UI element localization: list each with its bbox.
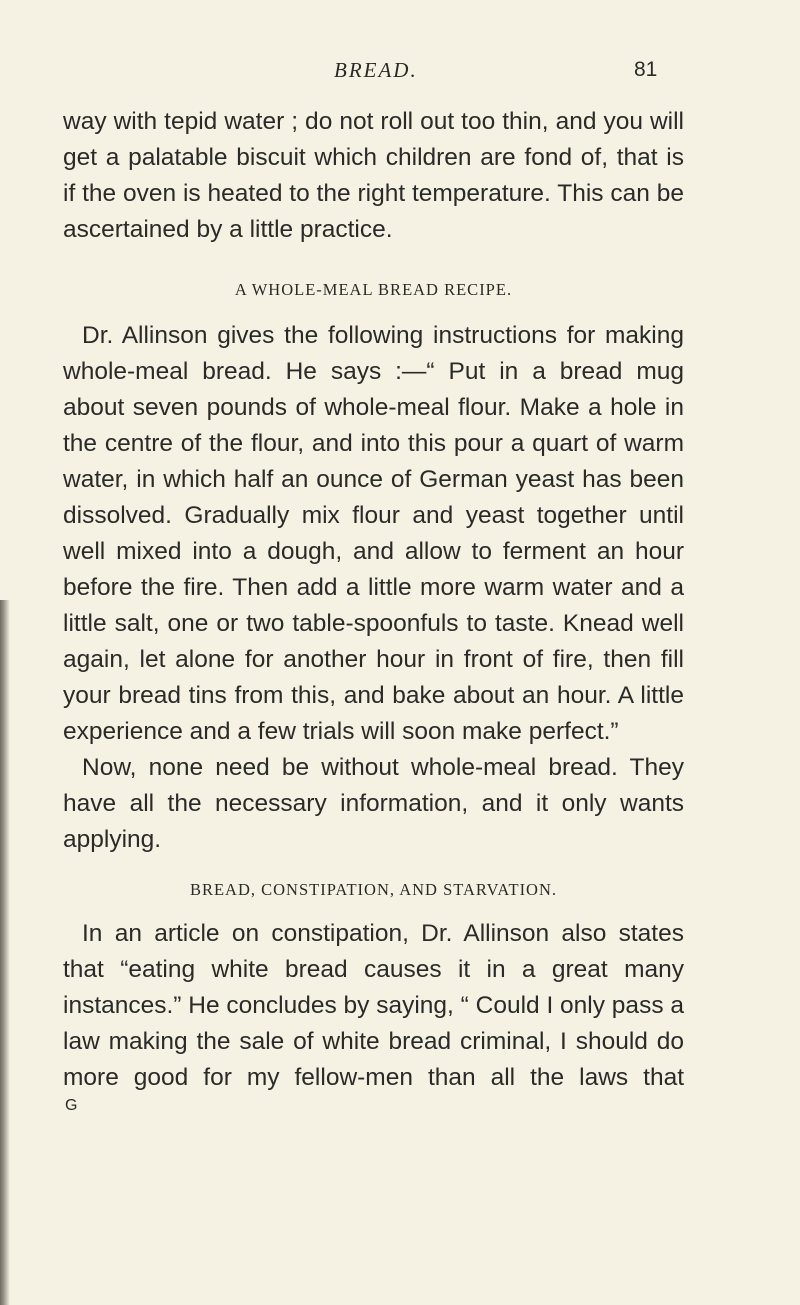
page-edge-shadow — [0, 600, 10, 1305]
paragraph-biscuit-conclusion: way with tepid water ; do not roll out too thin, and you will get a palatable biscuit which children are fond of, that is if the oven is heated to the right temperature. This can be ascertained by a little practice. — [63, 108, 684, 243]
running-title: BREAD. — [334, 58, 418, 82]
text-block — [63, 104, 684, 1116]
page-number: 81 — [634, 58, 658, 81]
section-heading-bread-constipation-starvation: BREAD, CONSTIPATION, AND STARVATION. — [189, 880, 558, 899]
running-head — [0, 58, 800, 90]
signature-mark: G — [65, 1097, 78, 1114]
paragraph-allinson-instructions: Dr. Allinson gives the following instructions for making whole-meal bread. He says :—“ Put in a bread mug about seven pounds of whole-meal flour. Make a hole in the centre of the flour, and into this pour a quart of warm water, in which half an ounce of German yeast has been dissolved. Gradually mix flour and yeast together until well mixed into a dough, and allow to ferment an hour before the fire. Then add a little more warm water and a little salt, one or two table-spoonfuls to taste. Knead well again, let alone for another hour in front of fire, then fill your bread tins from this, and bake about an hour. A little experience and a few trials will soon make perfect.” — [63, 322, 684, 745]
section-heading-whole-meal-recipe: A WHOLE-MEAL BREAD RECIPE. — [234, 280, 513, 299]
paragraph-constipation-article: In an article on constipation, Dr. Allinson also states that “eating white bread causes it in a great many instances.” He concludes by saying, “ Could I only pass a law making the sale of white bread criminal, I should do more good for my fellow-men than all the laws that — [63, 920, 684, 1091]
paragraph-none-need-be-without: Now, none need be without whole-meal bread. They have all the necessary information, and it only wants applying. — [63, 754, 684, 853]
